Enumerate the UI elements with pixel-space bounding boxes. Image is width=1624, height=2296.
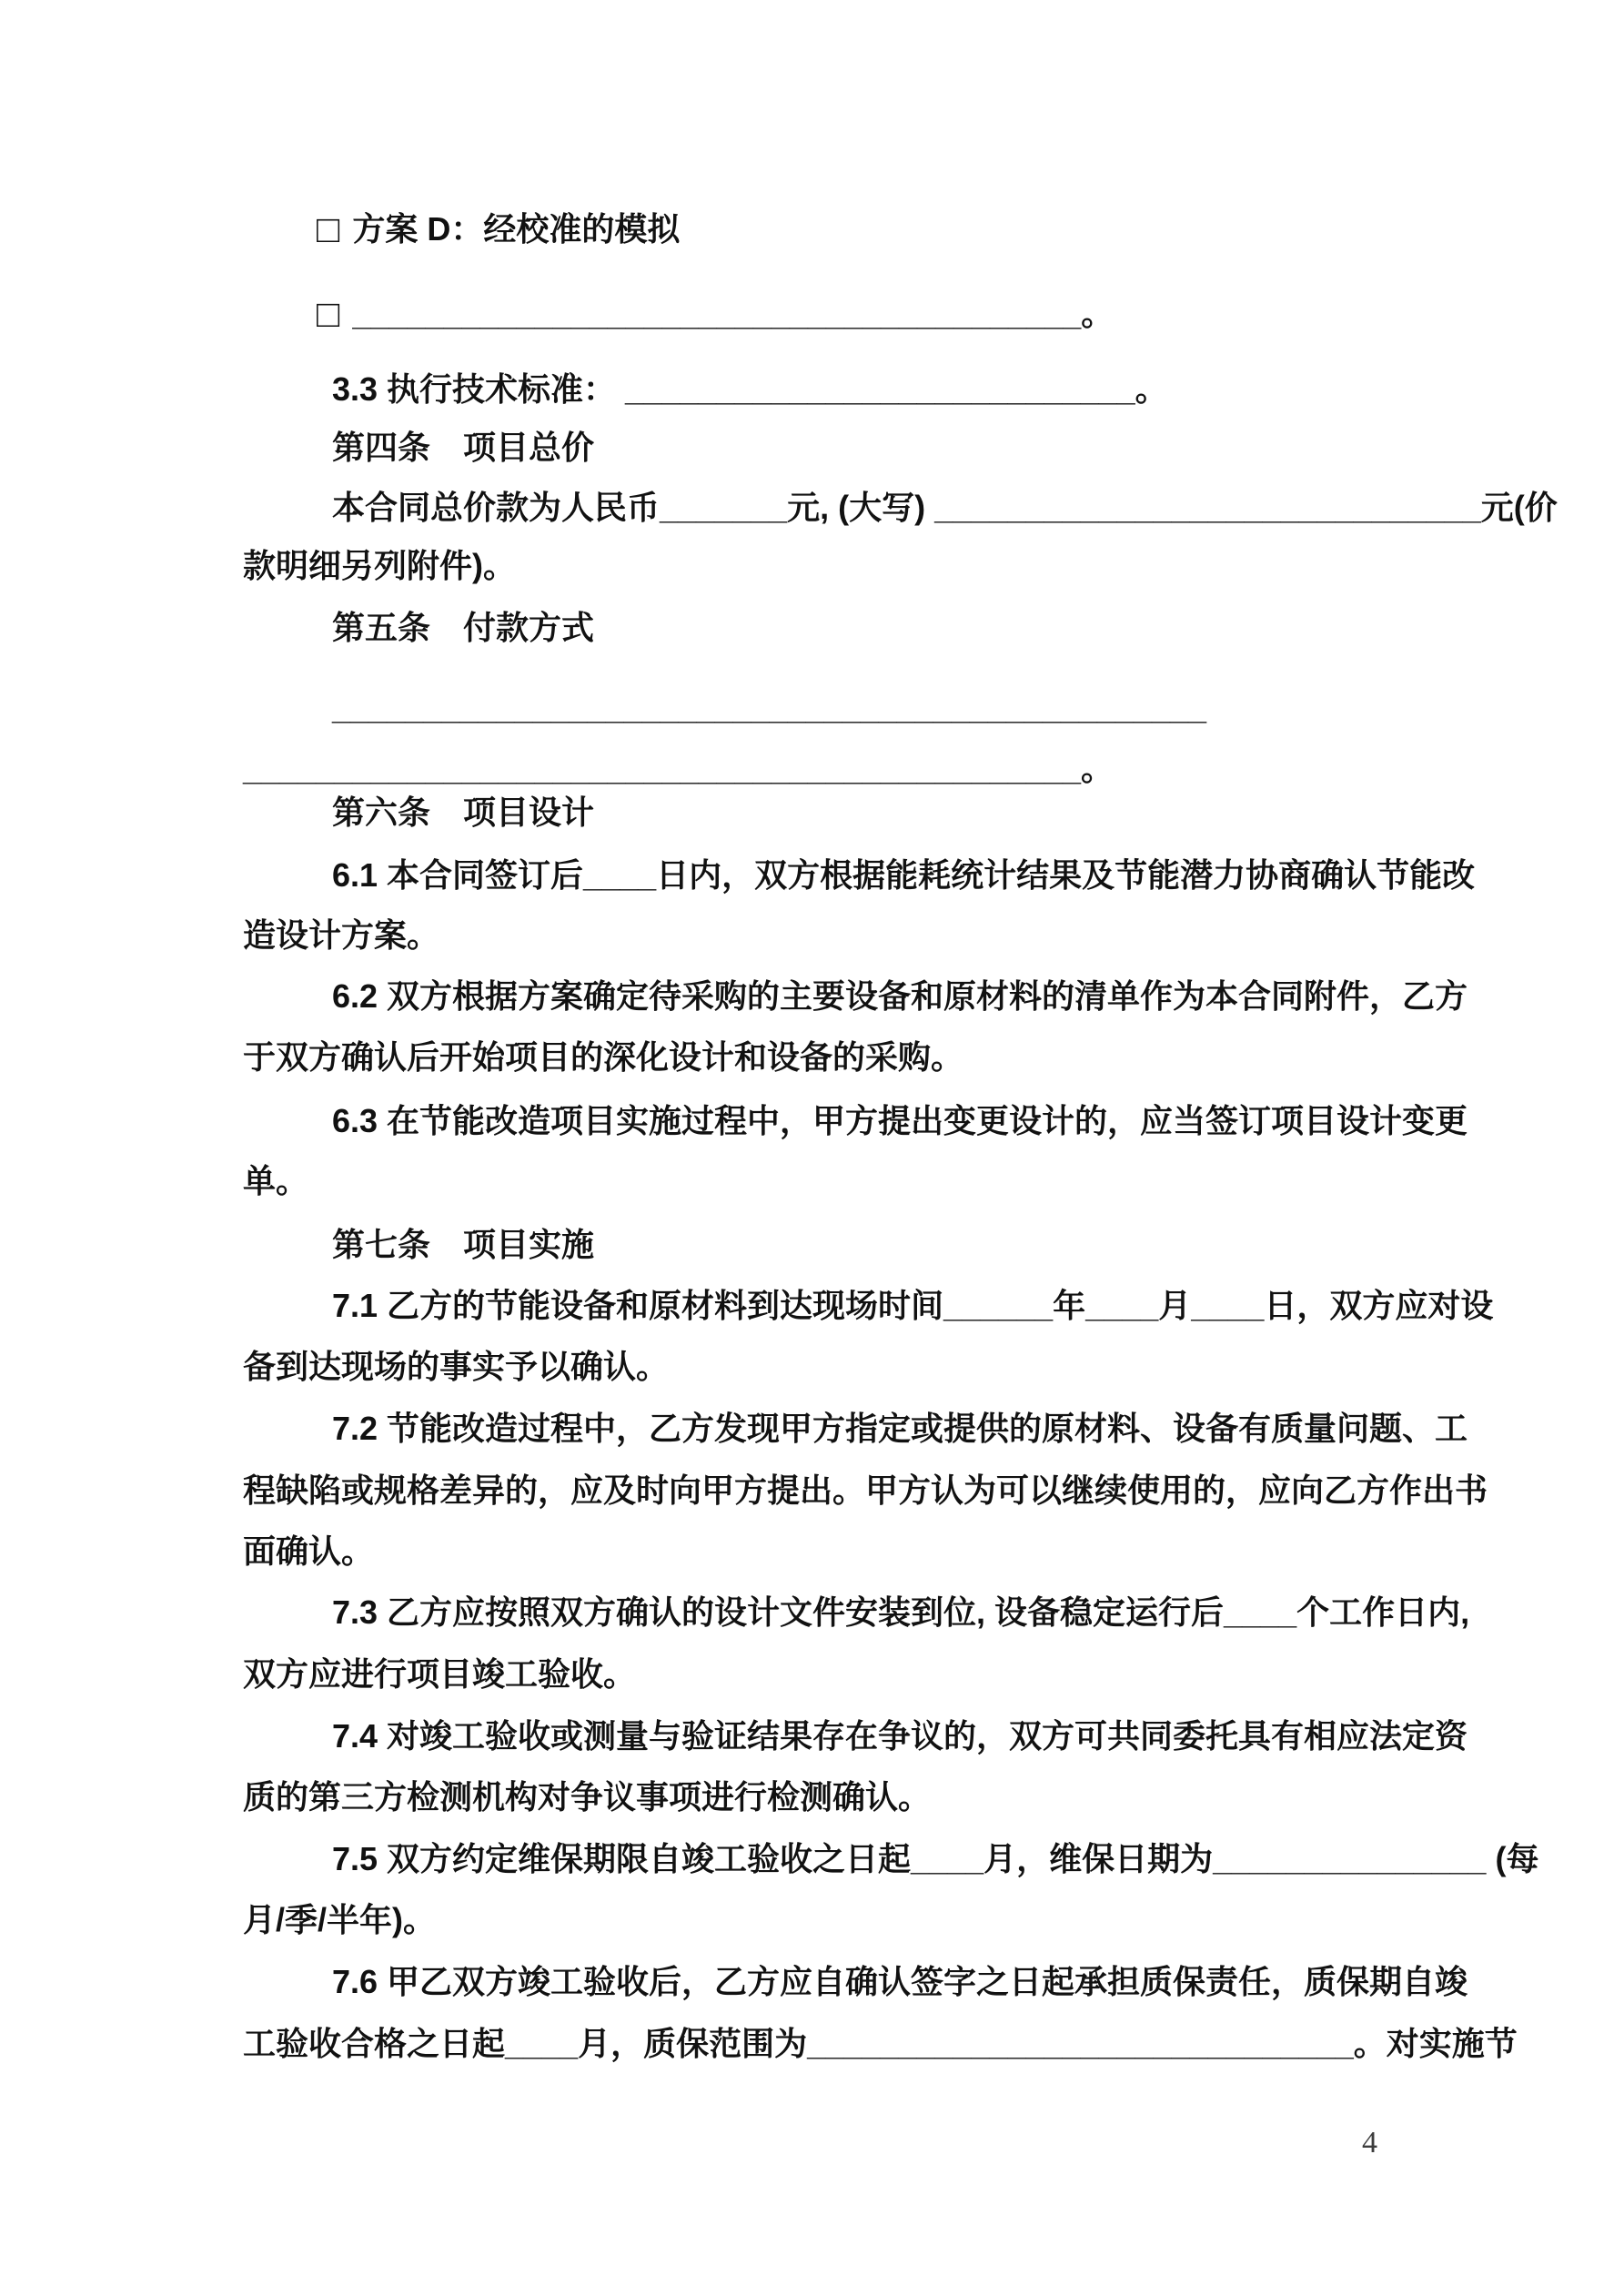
option-blank-field: ________________________________________。 (352, 295, 1115, 332)
line-clause-7-1-b: 备到达现场的事实予以确认。 (243, 1348, 670, 1385)
line-clause-6-3-b: 单。 (243, 1162, 309, 1199)
line-total-price-1: 本合同总价款为人民币_______元, (大写) ______________________________元(价 (332, 489, 1558, 526)
heading-article-7: 第七条 项目实施 (332, 1226, 595, 1263)
line-clause-7-2-b: 程缺陷或规格差异的，应及时向甲方提出。甲方认为可以继续使用的，应向乙方作出书 (243, 1472, 1488, 1509)
line-clause-7-5-b: 月/季/半年)。 (243, 1901, 436, 1938)
line-clause-7-4-a: 7.4 对竣工验收或测量与验证结果存在争议的，双方可共同委托具有相应法定资 (332, 1717, 1468, 1755)
line-clause-7-6-a: 7.6 甲乙双方竣工验收后，乙方应自确认签字之日起承担质保责任，质保期自竣 (332, 1963, 1468, 2000)
line-clause-6-1-a: 6.1 本合同签订后____日内，双方根据能耗统计结果及节能潜力协商确认节能改 (332, 856, 1476, 894)
line-clause-6-2-a: 6.2 双方根据方案确定待采购的主要设备和原材料的清单作为本合同附件，乙方 (332, 977, 1468, 1015)
line-clause-7-1-a: 7.1 乙方的节能设备和原材料到达现场时间______年____月____日，双方应对设 (332, 1287, 1494, 1324)
line-payment-blank-2: ______________________________________________。 (243, 750, 1114, 787)
line-clause-7-2-a: 7.2 节能改造过程中，乙方发现甲方指定或提供的原材料、设备有质量问题、工 (332, 1410, 1468, 1447)
page-number: 4 (1362, 2126, 1377, 2159)
line-payment-blank-1: ________________________________________________ (332, 689, 1207, 726)
line-clause-7-3-a: 7.3 乙方应按照双方确认的设计文件安装到位, 设备稳定运行后____个工作日内, (332, 1593, 1470, 1631)
heading-article-6: 第六条 项目设计 (332, 794, 595, 831)
line-clause-7-6-b: 工验收合格之日起____月，质保范围为______________________________。对实施节 (243, 2025, 1518, 2062)
checkbox-icon[interactable]: □ (317, 292, 340, 335)
line-clause-6-2-b: 于双方确认后开始项目的深化设计和设备的采购。 (243, 1038, 964, 1076)
line-clause-7-2-c: 面确认。 (243, 1532, 375, 1570)
line-option-d (317, 199, 680, 259)
line-total-price-2: 款明细另列附件)。 (243, 547, 516, 584)
line-clause-7-5-a: 7.5 双方约定维保期限自竣工验收之日起____月，维保日期为_______________ (每 (332, 1840, 1539, 1877)
line-clause-7-3-b: 双方应进行项目竣工验收。 (243, 1655, 637, 1693)
line-clause-7-4-b: 质的第三方检测机构对争议事项进行检测确认。 (243, 1778, 932, 1816)
line-option-blank (317, 284, 1114, 344)
line-clause-6-3-a: 6.3 在节能改造项目实施过程中，甲方提出变更设计的，应当签订项目设计变更 (332, 1102, 1468, 1139)
line-clause-3-3: 3.3 执行技术标准： ____________________________。 (332, 370, 1168, 408)
line-clause-6-1-b: 造设计方案。 (243, 916, 440, 954)
heading-article-4: 第四条 项目总价 (332, 429, 595, 466)
checkbox-icon[interactable]: □ (317, 207, 340, 250)
option-d-label: 方案 D：经校准的模拟 (352, 210, 681, 248)
heading-article-5: 第五条 付款方式 (332, 609, 595, 646)
